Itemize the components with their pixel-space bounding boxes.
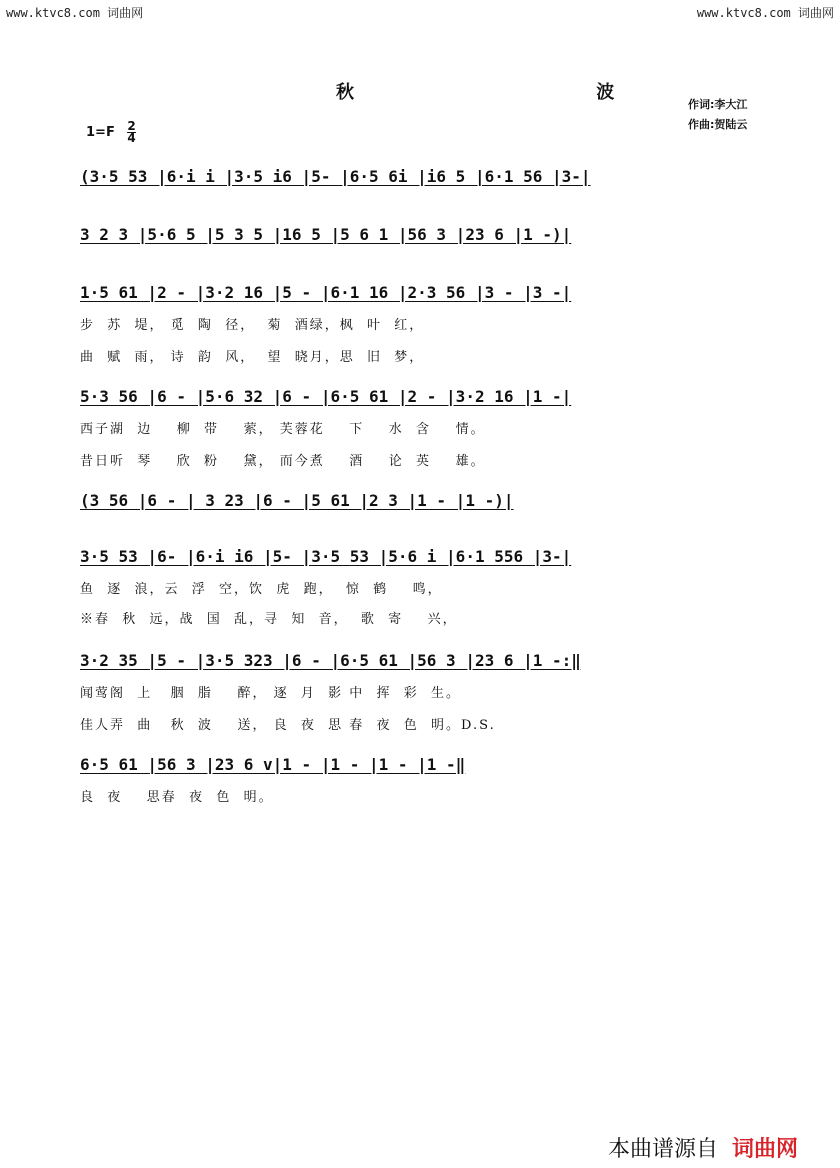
lyric-row-3: 西子湖 边 柳 带 萦， 芙蓉花 下 水 含 情。 <box>80 422 486 437</box>
key-label: 1=F <box>86 125 115 140</box>
lyric-row-8: 佳人弄 曲 秋 波 送， 良 夜 思 春 夜 色 明。D.S. <box>80 718 496 733</box>
notation-line: 3·2 35 |5 - |3·5 323 |6 - |6·5 61 |56 3 |23 6 |1 -:‖ <box>80 651 581 670</box>
time-signature <box>127 121 135 144</box>
lyric-row-1: 步 苏 堤， 觅 陶 径， 菊 酒绿，枫 叶 红， <box>80 318 425 333</box>
watermark-right: www.ktvc8.com 词曲网 <box>696 6 834 20</box>
lyric-row-5: 鱼 逐 浪，云 浮 空，饮 虎 跑， 惊 鹤 鸣， <box>80 582 443 597</box>
lyric-row-4: 昔日听 琴 欣 粉 黛， 而今煮 酒 论 英 雄。 <box>80 454 486 469</box>
footer-source-text: 本曲谱源自 <box>608 1137 719 1162</box>
notation-line: (3 56 |6 - | 3 23 |6 - |5 61 |2 3 |1 - |1 -)| <box>80 491 514 510</box>
lyric-row-2: 曲 赋 雨， 诗 韵 风， 望 晓月，思 旧 梦， <box>80 350 425 365</box>
notation-row-6 <box>80 540 760 566</box>
notation-row-5 <box>80 484 760 510</box>
source-footer <box>608 1132 798 1163</box>
time-signature-bottom: 4 <box>127 131 136 145</box>
notation-line: 3 2 3 |5·6 5 |5 3 5 |16 5 |5 6 1 |56 3 |23 6 |1 -)| <box>80 225 572 244</box>
composer-credit: 作曲:贺陆云 <box>688 118 748 131</box>
notation-row-3 <box>80 276 760 302</box>
notation-row-8 <box>80 748 760 774</box>
notation-line: 6·5 61 |56 3 |23 6 v|1 - |1 - |1 - |1 -‖ <box>80 755 466 774</box>
footer-site-logo[interactable]: 词曲网 <box>732 1137 799 1162</box>
key-signature <box>86 121 136 144</box>
time-signature-top: 2 <box>127 119 136 133</box>
notation-line: 3·5 53 |6- |6·i i6 |5- |3·5 53 |5·6 i |6·1 556 |3-| <box>80 547 572 566</box>
lyricist-credit: 作词:李大江 <box>688 98 748 111</box>
notation-row-1 <box>80 160 760 186</box>
watermark-left: www.ktvc8.com 词曲网 <box>6 6 144 20</box>
notation-row-4 <box>80 380 760 406</box>
notation-row-2 <box>80 218 760 244</box>
notation-line: 1·5 61 |2 - |3·2 16 |5 - |6·1 16 |2·3 56 |3 - |3 -| <box>80 283 572 302</box>
notation-line: 5·3 56 |6 - |5·6 32 |6 - |6·5 61 |2 - |3·2 16 |1 -| <box>80 387 572 406</box>
lyric-row-7: 闻莺阁 上 胭 脂 醉， 逐 月 影 中 挥 彩 生。 <box>80 686 462 701</box>
song-title: 秋 波 <box>336 82 733 103</box>
lyric-row-9: 良 夜 思春 夜 色 明。 <box>80 790 274 805</box>
lyric-row-6: ※春 秋 远，战 国 乱，寻 知 音， 歌 寄 兴， <box>80 612 458 627</box>
notation-line: (3·5 53 |6·i i |3·5 i6 |5- |6·5 6i |i6 5 |6·1 56 |3-| <box>80 167 591 186</box>
notation-row-7 <box>80 644 760 670</box>
